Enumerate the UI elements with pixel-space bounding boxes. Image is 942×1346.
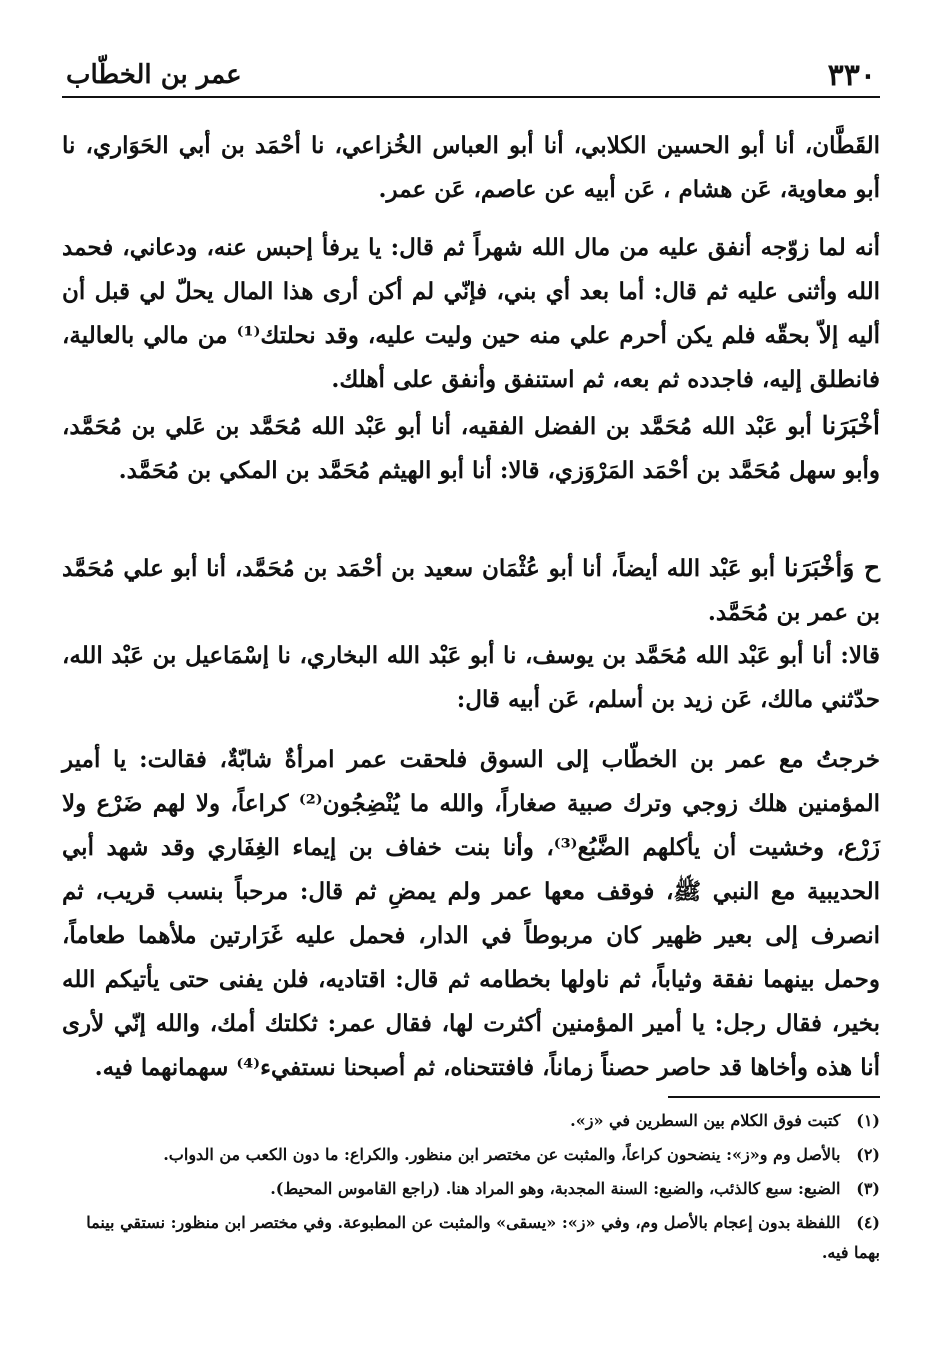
footnote-3: [62, 1174, 880, 1204]
paragraph-hadith-2: خرجتُ مع عمر بن الخطّاب إلى السوق فلحقت عمر امرأةٌ شابّةٌ، فقالت: يا أمير المؤمنين هلك زوجي وترك صبية صغاراً، والله ما يُنْضِجُون⁽²⁾ كراعاً، ولا لهم ضَرْع ولا زَرْع، وخشيت أن يأكلهم الضَّبُع⁽³⁾، وأنا بنت خفاف بن إيماء الغِفَاري وقد شهد أبي الحديبية مع النبي ﷺ، فوقف معها عمر ولم يمضِ ثم قال: مرحباً بنسب قريب، ثم انصرف إلى بعير ظهير كان مربوطاً في الدار، فحمل عليه غَرَارتين ملأهما طعاماً، وحمل بينهما نفقة وثياباً، ثم ناولها بخطامه ثم قال: اقتاديه، فلن يفنى حتى يأتيكم الله بخير، فقال رجل: يا أمير المؤمنين أكثرت لها، فقال عمر: ثكلتك أمك، والله إنّي لأرى أنا هذه وأخاها قد حاصر حصناً زماناً، فافتتحناه، ثم أصبحنا نستفيء⁽⁴⁾ سهمانهما فيه.: [62, 746, 880, 1081]
footnote-2-number: (٢): [856, 1145, 880, 1164]
lead-wa-akhbarana: ح وَأخْبَرَنا: [783, 553, 880, 582]
running-title: عمر بن الخطّاب: [66, 60, 242, 90]
paragraph-hadith-1: أنه لما زوّجه أنفق عليه من مال الله شهراً ثم قال: يا يرفأ إحبس عنه، ودعاني، فحمد الله وأثنى عليه ثم قال: أما بعد أي بني، فإنّي لم أكن أرى هذا المال يحلّ لي قبل أن أليه إلاّ بحقّه فلم يكن أحرم علي منه حين وليت عليه، وقد نحلتك⁽¹⁾ من مالي بالعالية، فانطلق إليه، فاجدده ثم بعه، ثم استنفق وأنفق على أهلك.: [62, 234, 880, 393]
footnote-1: [62, 1106, 880, 1136]
paragraph-isnad-3: [62, 546, 880, 635]
footnote-1-text: كتبت فوق الكلام بين السطرين في «ز».: [570, 1111, 841, 1130]
paragraph-isnad-2: [62, 404, 880, 493]
paragraph-isnad-4: قالا: أنا أبو عَبْد الله مُحَمَّد بن يوسف، نا أبو عَبْد الله البخاري، نا إسْمَاعيل بن عَبْد الله، حدّثني مالك، عَن زيد بن أسلم، عَن أبيه قال:: [62, 642, 880, 713]
footnote-3-number: (٣): [856, 1179, 880, 1198]
paragraph-isnad-3-text: أبو عَبْد الله أيضاً، أنا أبو عُثْمَان سعيد بن أحْمَد بن مُحَمَّد، أنا أبو علي مُحَمَّد بن عمر بن مُحَمَّد.: [62, 555, 880, 626]
paragraph-isnad-2-text: أبو عَبْد الله مُحَمَّد بن الفضل الفقيه، أنا أبو عَبْد الله مُحَمَّد بن عَلي بن مُحَمَّد، وأبو سهل مُحَمَّد بن أحْمَد المَرْوَزي، قالا: أنا أبو الهيثم مُحَمَّد بن المكي بن مُحَمَّد.: [62, 413, 880, 484]
page-header: [62, 52, 880, 98]
paragraph-isnad-1: القَطَّان، أنا أبو الحسين الكلابي، أنا أبو العباس الخُزاعي، نا أحْمَد بن أبي الحَوَاري، نا أبو معاوية، عَن هشام ، عَن أبيه عن عاصم، عَن عمر.: [62, 132, 880, 203]
footnote-4-text: اللفظة بدون إعجام بالأصل وم، وفي «ز»: «يسقى» والمثبت عن المطبوعة. وفي مختصر ابن منظور: نستقي بينما بهما فيه.: [86, 1213, 880, 1262]
footnote-1-number: (١): [856, 1111, 880, 1130]
footnote-2: [62, 1140, 880, 1170]
footnote-4: [62, 1208, 880, 1268]
lead-akhbarana: أخْبَرَنا: [821, 411, 880, 440]
footnote-2-text: بالأصل وم و«ز»: ينضحون كراعاً، والمثبت عن مختصر ابن منظور. والكراع: ما دون الكعب من الدواب.: [163, 1145, 841, 1164]
footnote-separator: [668, 1096, 880, 1098]
page-number: ٣٣٠: [827, 58, 876, 93]
footnote-4-number: (٤): [856, 1213, 880, 1232]
footnote-3-text: الضبع: سبع كالذئب، والضبع: السنة المجدبة، وهو المراد هنا. (راجع القاموس المحيط).: [270, 1179, 841, 1198]
